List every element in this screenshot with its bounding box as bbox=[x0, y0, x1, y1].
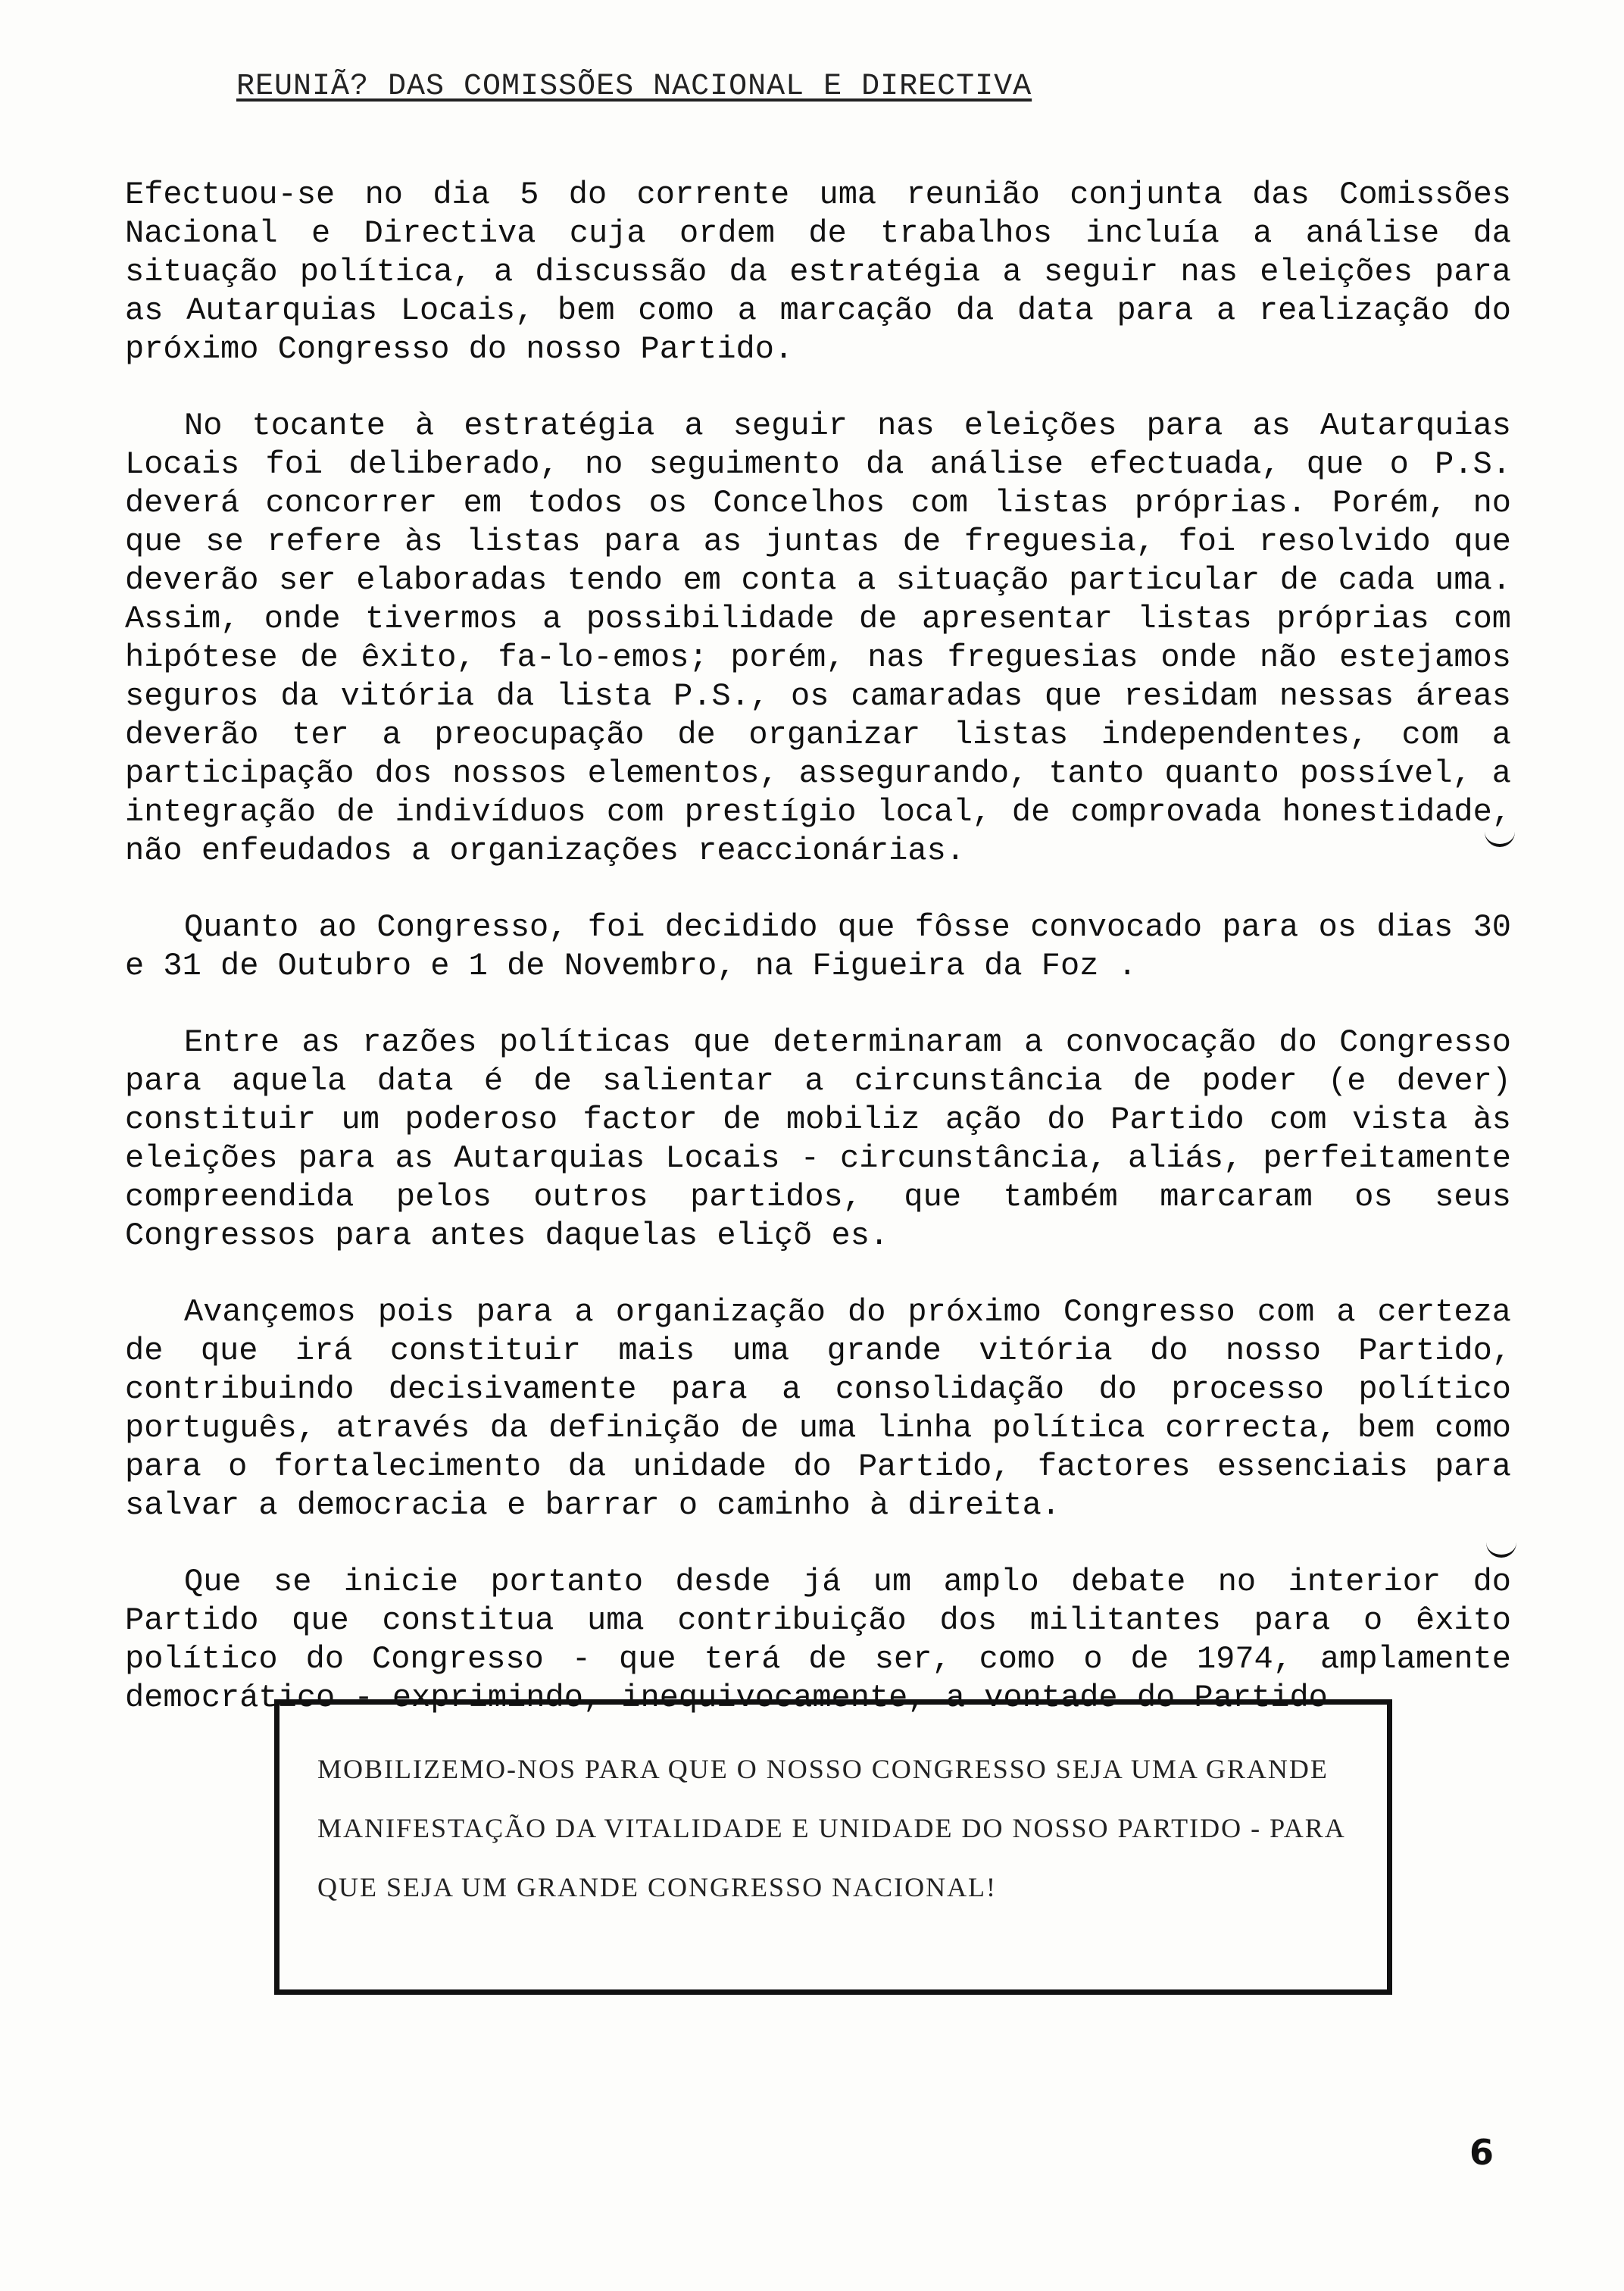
paragraph-congress-organization: Avançemos pois para a organização do próximo Congresso com a certeza de que irá constituir mais uma grande vitória do nosso Partido, contribuindo decisivamente para a consolidação do processo político português, através da definição de uma linha política correcta, bem como para o fortalecimento da unidade do Partido, factores essenciais para salvar a democracia e barrar o caminho à direita. bbox=[125, 1294, 1511, 1524]
callout-box bbox=[274, 1699, 1392, 1995]
paragraph-meeting-summary: Efectuou-se no dia 5 do corrente uma reunião conjunta das Comissões Nacional e Directiva cuja ordem de trabalhos incluía a análise da situação política, a discussão da estratégia a seguir nas eleições para as Autarquias Locais, bem como a marcação da data para a realização do próximo Congresso do nosso Partido. bbox=[125, 177, 1511, 367]
page-number: 6 bbox=[1469, 2132, 1494, 2173]
page-title: REUNIÃ? DAS COMISSÕES NACIONAL E DIRECTIVA bbox=[236, 70, 1032, 104]
paragraph-congress-dates: Quanto ao Congresso, foi decidido que fôsse convocado para os dias 30 e 31 de Outubro e 1 de Novembro, na Figueira da Foz . bbox=[125, 909, 1511, 984]
paragraph-debate-call: Que se inicie portanto desde já um amplo debate no interior do Partido que constitua uma contribuição dos militantes para o êxito político do Congresso - que terá de ser, como o de 1974, amplamente democrático - exprimindo, inequivocamente, a vontade do Partido bbox=[125, 1564, 1511, 1716]
callout-text: MOBILIZEMO-NOS PARA QUE O NOSSO CONGRESSO SEJA UMA GRANDE MANIFESTAÇÃO DA VITALIDADE E UNIDADE DO NOSSO PARTIDO - PARA QUE SEJA UM GRANDE CONGRESSO NACIONAL! bbox=[317, 1754, 1344, 1902]
paragraph-political-reasons: Entre as razões políticas que determinaram a convocação do Congresso para aquela data é de salientar a circunstância de poder (e dever) constituir um poderoso factor de mobiliz ação do Partido com vista às eleições para as Autarquias Locais - circunstância, aliás, perfeitamente compreendida pelos outros partidos, que também marcaram os seus Congressos para antes daquelas eliçõ es. bbox=[125, 1024, 1511, 1254]
paragraph-local-elections-strategy: No tocante à estratégia a seguir nas eleições para as Autarquias Locais foi deliberado, no seguimento da análise efectuada, que o P.S. deverá concorrer em todos os Concelhos com listas próprias. Porém, no que se refere às listas para as juntas de freguesia, foi resolvido que deverão ser elaboradas tendo em conta a situação particular de cada uma. Assim, onde tivermos a possibilidade de apresentar listas próprias com hipótese de êxito, fa-lo-emos; porém, nas freguesias onde não estejamos seguros da vitória da lista P.S., os camaradas que residam nessas áreas deverão ter a preocupação de organizar listas independentes, com a participação dos nossos elementos, assegurando, tanto quanto possível, a integração de indivíduos com prestígio local, de comprovada honestidade, não enfeudados a organizações reaccionárias. bbox=[125, 408, 1511, 869]
article-body bbox=[125, 176, 1511, 1755]
